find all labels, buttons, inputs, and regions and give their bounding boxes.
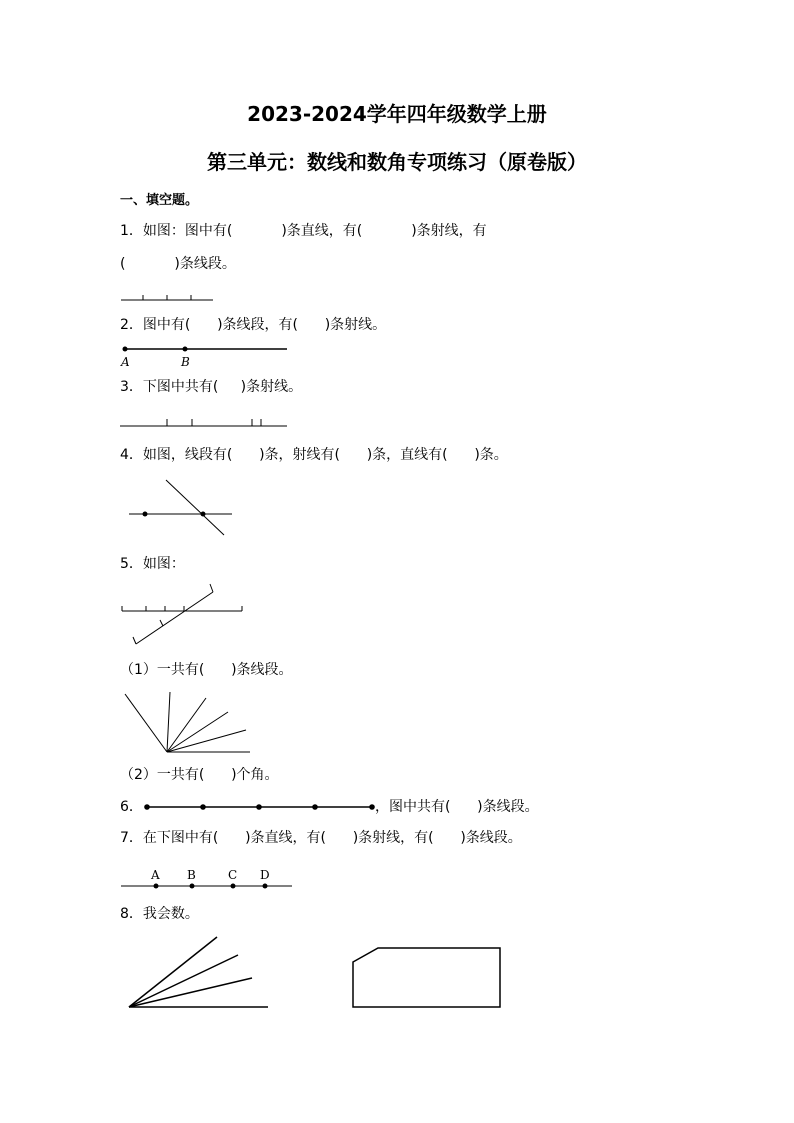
point-b-label: B	[187, 868, 196, 882]
question-1-line-2: ( )条线段。	[120, 256, 236, 272]
question-5-angle-figure	[118, 688, 258, 758]
question-4-figure	[120, 474, 240, 540]
question-8-angle-figure	[124, 932, 274, 1012]
point-a-label: A	[121, 355, 130, 369]
question-8-text: 8．我会数。	[120, 906, 199, 922]
point-c-label: C	[228, 868, 238, 882]
question-6-text: ，图中共有( )条线段。	[375, 799, 539, 815]
question-7-figure	[118, 864, 298, 894]
question-5-sub-2: （2）一共有( )个角。	[120, 767, 279, 783]
question-5-text: 5．如图：	[120, 556, 185, 572]
point-b-label: B	[181, 355, 190, 369]
question-1-line-1: 1．如图：图中有( )条直线，有( )条射线，有	[120, 223, 487, 239]
point-d-label: D	[260, 868, 270, 882]
point-a-label: A	[151, 868, 160, 882]
question-6-number: 6．	[120, 799, 143, 815]
question-7-text: 7．在下图中有( )条直线，有( )条射线，有( )条线段。	[120, 830, 522, 846]
question-3-text: 3．下图中共有( )条射线。	[120, 379, 303, 395]
question-8-shape-figure	[350, 946, 505, 1010]
question-5-sub-1: （1）一共有( )条线段。	[120, 662, 293, 678]
question-5-figure	[118, 582, 250, 650]
section-heading: 一、填空题。	[120, 193, 199, 208]
question-2-text: 2．图中有( )条线段，有( )条射线。	[120, 317, 387, 333]
question-3-figure	[115, 412, 295, 432]
question-1-figure	[115, 290, 225, 310]
page-subtitle: 第三单元：数线和数角专项练习（原卷版）	[207, 150, 587, 174]
page-title: 2023-2024学年四年级数学上册	[247, 102, 547, 126]
question-4-text: 4．如图，线段有( )条，射线有( )条，直线有( )条。	[120, 447, 508, 463]
question-2-figure	[115, 340, 295, 372]
question-6-figure	[142, 798, 382, 816]
